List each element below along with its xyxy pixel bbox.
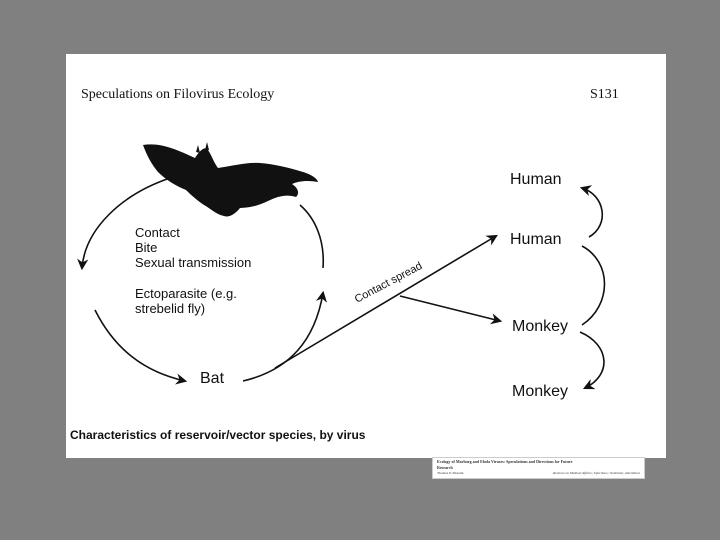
- page-number: S131: [590, 87, 619, 102]
- transmission-mode-sexual: Sexual transmission: [135, 255, 252, 270]
- article-thumbnail[interactable]: [432, 457, 645, 479]
- node-bat: Bat: [200, 370, 225, 387]
- node-monkey-bottom: Monkey: [512, 383, 569, 400]
- node-monkey-mid: Monkey: [512, 318, 569, 335]
- thumbnail-title: Ecology of Marburg and Ebola Viruses: Speculations and Directions for Future: [437, 459, 573, 464]
- node-human-top: Human: [510, 171, 562, 188]
- cycle-arc-right-upper: [300, 205, 323, 268]
- transmission-modes-list: [135, 225, 251, 270]
- contact-spread-arrow-to-monkey: [400, 296, 500, 321]
- node-human-mid: Human: [510, 231, 562, 248]
- transmission-mode-bite: Bite: [135, 240, 158, 255]
- contact-spread-arrow-to-human: [275, 236, 496, 368]
- ectoparasite-label: Ectoparasite (e.g. strebelid fly): [135, 286, 237, 316]
- page-title: Speculations on Filovirus Ecology: [81, 87, 275, 102]
- chain-arc-human-to-monkey: [582, 246, 605, 325]
- cycle-arc-left-lower: [95, 310, 185, 381]
- bat-silhouette-icon: [143, 142, 318, 216]
- thumbnail-journal: Reviews on Medical Affairs; Infectious; Outbreak; Alarmlines: [553, 471, 640, 475]
- figure-caption: Characteristics of reservoir/vector species, by virus: [70, 428, 366, 442]
- thumbnail-subtitle: Research: [437, 465, 453, 470]
- edge-label-contact-spread: Contact spread: [352, 260, 425, 306]
- chain-arc-human-to-human: [582, 188, 602, 237]
- chain-arc-monkey-to-monkey: [580, 332, 604, 388]
- thumbnail-author: Thomas P. Monath: [437, 471, 464, 475]
- transmission-mode-contact: Contact: [135, 225, 180, 240]
